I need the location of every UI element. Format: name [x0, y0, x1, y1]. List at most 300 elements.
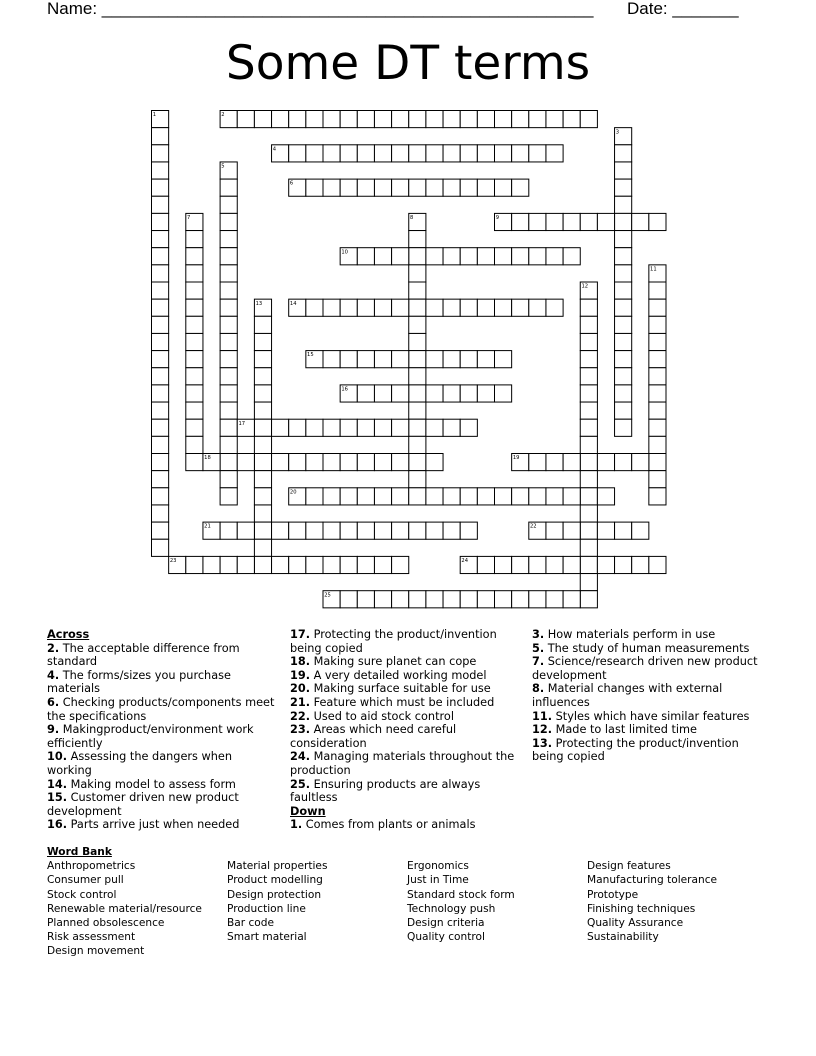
grid-cell[interactable]	[289, 111, 306, 128]
grid-cell[interactable]	[203, 556, 220, 573]
grid-cell[interactable]	[649, 368, 666, 385]
grid-cell[interactable]	[563, 248, 580, 265]
grid-cell[interactable]	[306, 522, 323, 539]
grid-cell[interactable]	[220, 436, 237, 453]
grid-cell[interactable]	[632, 454, 649, 471]
grid-cell[interactable]	[220, 351, 237, 368]
grid-cell[interactable]	[306, 556, 323, 573]
grid-cell[interactable]	[529, 213, 546, 230]
grid-cell[interactable]	[580, 351, 597, 368]
grid-cell[interactable]	[443, 351, 460, 368]
grid-cell[interactable]	[460, 351, 477, 368]
grid-cell[interactable]	[615, 316, 632, 333]
grid-cell[interactable]	[649, 316, 666, 333]
grid-cell[interactable]	[152, 145, 169, 162]
grid-cell[interactable]	[254, 402, 271, 419]
grid-cell[interactable]	[477, 385, 494, 402]
grid-cell[interactable]	[186, 351, 203, 368]
grid-cell[interactable]	[237, 111, 254, 128]
grid-cell[interactable]	[477, 179, 494, 196]
grid-cell[interactable]	[152, 282, 169, 299]
grid-cell[interactable]	[615, 282, 632, 299]
grid-cell[interactable]	[460, 248, 477, 265]
grid-cell[interactable]	[152, 488, 169, 505]
grid-cell[interactable]	[409, 265, 426, 282]
grid-cell[interactable]	[597, 488, 614, 505]
grid-cell[interactable]	[220, 419, 237, 436]
grid-cell[interactable]	[152, 419, 169, 436]
grid-cell[interactable]	[357, 248, 374, 265]
grid-cell[interactable]	[220, 385, 237, 402]
grid-cell[interactable]	[254, 368, 271, 385]
grid-cell[interactable]	[580, 454, 597, 471]
grid-cell[interactable]	[340, 179, 357, 196]
grid-cell[interactable]	[186, 333, 203, 350]
grid-cell[interactable]	[443, 522, 460, 539]
grid-cell[interactable]	[580, 488, 597, 505]
grid-cell[interactable]	[272, 522, 289, 539]
grid-cell[interactable]	[443, 488, 460, 505]
grid-cell[interactable]	[289, 454, 306, 471]
grid-cell[interactable]	[152, 454, 169, 471]
grid-cell[interactable]	[409, 145, 426, 162]
date-field[interactable]: Date: _______	[627, 0, 739, 18]
grid-cell[interactable]	[254, 488, 271, 505]
grid-cell[interactable]	[477, 111, 494, 128]
grid-cell[interactable]	[306, 299, 323, 316]
grid-cell[interactable]	[563, 591, 580, 608]
grid-cell[interactable]	[426, 111, 443, 128]
grid-cell[interactable]	[323, 556, 340, 573]
grid-cell[interactable]	[460, 385, 477, 402]
grid-cell[interactable]	[495, 556, 512, 573]
grid-cell[interactable]	[272, 454, 289, 471]
grid-cell[interactable]	[186, 402, 203, 419]
grid-cell[interactable]	[186, 436, 203, 453]
grid-cell[interactable]	[580, 591, 597, 608]
grid-cell[interactable]	[409, 111, 426, 128]
grid-cell[interactable]	[546, 213, 563, 230]
grid-cell[interactable]	[495, 299, 512, 316]
grid-cell[interactable]	[615, 556, 632, 573]
grid-cell[interactable]	[323, 299, 340, 316]
grid-cell[interactable]	[546, 591, 563, 608]
grid-cell[interactable]	[409, 179, 426, 196]
grid-cell[interactable]	[306, 454, 323, 471]
grid-cell[interactable]	[409, 454, 426, 471]
grid-cell[interactable]	[374, 419, 391, 436]
grid-cell[interactable]	[152, 299, 169, 316]
grid-cell[interactable]	[254, 454, 271, 471]
grid-cell[interactable]	[529, 454, 546, 471]
grid-cell[interactable]	[649, 471, 666, 488]
grid-cell[interactable]	[649, 351, 666, 368]
grid-cell[interactable]	[443, 299, 460, 316]
grid-cell[interactable]	[580, 333, 597, 350]
grid-cell[interactable]	[186, 419, 203, 436]
grid-cell[interactable]	[152, 471, 169, 488]
grid-cell[interactable]	[152, 539, 169, 556]
grid-cell[interactable]	[152, 248, 169, 265]
grid-cell[interactable]	[220, 248, 237, 265]
grid-cell[interactable]	[186, 316, 203, 333]
grid-cell[interactable]	[374, 556, 391, 573]
grid-cell[interactable]	[220, 213, 237, 230]
grid-cell[interactable]	[546, 454, 563, 471]
grid-cell[interactable]	[186, 368, 203, 385]
grid-cell[interactable]	[649, 282, 666, 299]
grid-cell[interactable]	[392, 454, 409, 471]
grid-cell[interactable]	[220, 488, 237, 505]
grid-cell[interactable]	[220, 402, 237, 419]
grid-cell[interactable]	[632, 556, 649, 573]
grid-cell[interactable]	[254, 111, 271, 128]
grid-cell[interactable]	[512, 145, 529, 162]
grid-cell[interactable]	[306, 111, 323, 128]
grid-cell[interactable]	[580, 368, 597, 385]
grid-cell[interactable]	[649, 402, 666, 419]
grid-cell[interactable]	[374, 385, 391, 402]
grid-cell[interactable]	[580, 385, 597, 402]
grid-cell[interactable]	[374, 299, 391, 316]
grid-cell[interactable]	[495, 591, 512, 608]
grid-cell[interactable]	[220, 282, 237, 299]
grid-cell[interactable]	[632, 213, 649, 230]
grid-cell[interactable]	[289, 522, 306, 539]
grid-cell[interactable]	[272, 419, 289, 436]
grid-cell[interactable]	[477, 556, 494, 573]
grid-cell[interactable]	[426, 385, 443, 402]
grid-cell[interactable]	[340, 351, 357, 368]
grid-cell[interactable]	[615, 385, 632, 402]
grid-cell[interactable]	[152, 162, 169, 179]
grid-cell[interactable]	[323, 454, 340, 471]
grid-cell[interactable]	[340, 111, 357, 128]
grid-cell[interactable]	[546, 522, 563, 539]
grid-cell[interactable]	[615, 368, 632, 385]
grid-cell[interactable]	[220, 299, 237, 316]
grid-cell[interactable]	[495, 111, 512, 128]
grid-cell[interactable]	[512, 213, 529, 230]
grid-cell[interactable]	[495, 145, 512, 162]
grid-cell[interactable]	[409, 299, 426, 316]
grid-cell[interactable]	[254, 316, 271, 333]
grid-cell[interactable]	[220, 471, 237, 488]
grid-cell[interactable]	[357, 179, 374, 196]
grid-cell[interactable]	[357, 145, 374, 162]
grid-cell[interactable]	[323, 179, 340, 196]
grid-cell[interactable]	[529, 248, 546, 265]
grid-cell[interactable]	[563, 213, 580, 230]
grid-cell[interactable]	[460, 111, 477, 128]
grid-cell[interactable]	[615, 351, 632, 368]
grid-cell[interactable]	[152, 522, 169, 539]
grid-cell[interactable]	[615, 145, 632, 162]
grid-cell[interactable]	[580, 539, 597, 556]
grid-cell[interactable]	[409, 471, 426, 488]
grid-cell[interactable]	[254, 436, 271, 453]
grid-cell[interactable]	[597, 454, 614, 471]
grid-cell[interactable]	[409, 231, 426, 248]
grid-cell[interactable]	[152, 179, 169, 196]
grid-cell[interactable]	[580, 299, 597, 316]
grid-cell[interactable]	[392, 419, 409, 436]
grid-cell[interactable]	[546, 111, 563, 128]
grid-cell[interactable]	[495, 248, 512, 265]
grid-cell[interactable]	[563, 522, 580, 539]
grid-cell[interactable]	[563, 556, 580, 573]
grid-cell[interactable]	[477, 591, 494, 608]
grid-cell[interactable]	[306, 488, 323, 505]
grid-cell[interactable]	[495, 385, 512, 402]
grid-cell[interactable]	[563, 454, 580, 471]
grid-cell[interactable]	[152, 231, 169, 248]
grid-cell[interactable]	[615, 454, 632, 471]
grid-cell[interactable]	[254, 556, 271, 573]
grid-cell[interactable]	[409, 316, 426, 333]
grid-cell[interactable]	[426, 248, 443, 265]
grid-cell[interactable]	[512, 111, 529, 128]
grid-cell[interactable]	[357, 419, 374, 436]
grid-cell[interactable]	[409, 248, 426, 265]
grid-cell[interactable]	[152, 128, 169, 145]
grid-cell[interactable]	[374, 145, 391, 162]
grid-cell[interactable]	[357, 591, 374, 608]
grid-cell[interactable]	[374, 591, 391, 608]
grid-cell[interactable]	[512, 488, 529, 505]
grid-cell[interactable]	[374, 111, 391, 128]
grid-cell[interactable]	[254, 539, 271, 556]
grid-cell[interactable]	[649, 556, 666, 573]
grid-cell[interactable]	[186, 299, 203, 316]
grid-cell[interactable]	[615, 248, 632, 265]
grid-cell[interactable]	[597, 213, 614, 230]
grid-cell[interactable]	[460, 419, 477, 436]
grid-cell[interactable]	[597, 556, 614, 573]
grid-cell[interactable]	[220, 316, 237, 333]
grid-cell[interactable]	[152, 368, 169, 385]
grid-cell[interactable]	[649, 385, 666, 402]
grid-cell[interactable]	[580, 316, 597, 333]
grid-cell[interactable]	[563, 111, 580, 128]
grid-cell[interactable]	[649, 454, 666, 471]
grid-cell[interactable]	[340, 454, 357, 471]
grid-cell[interactable]	[615, 265, 632, 282]
grid-cell[interactable]	[409, 351, 426, 368]
grid-cell[interactable]	[152, 402, 169, 419]
grid-cell[interactable]	[443, 385, 460, 402]
grid-cell[interactable]	[220, 368, 237, 385]
grid-cell[interactable]	[186, 454, 203, 471]
grid-cell[interactable]	[392, 351, 409, 368]
grid-cell[interactable]	[649, 299, 666, 316]
grid-cell[interactable]	[443, 145, 460, 162]
grid-cell[interactable]	[426, 488, 443, 505]
grid-cell[interactable]	[460, 145, 477, 162]
grid-cell[interactable]	[272, 111, 289, 128]
grid-cell[interactable]	[374, 454, 391, 471]
grid-cell[interactable]	[649, 488, 666, 505]
grid-cell[interactable]	[529, 299, 546, 316]
grid-cell[interactable]	[357, 299, 374, 316]
grid-cell[interactable]	[152, 213, 169, 230]
grid-cell[interactable]	[426, 299, 443, 316]
grid-cell[interactable]	[409, 522, 426, 539]
grid-cell[interactable]	[529, 591, 546, 608]
grid-cell[interactable]	[306, 419, 323, 436]
grid-cell[interactable]	[443, 248, 460, 265]
grid-cell[interactable]	[426, 522, 443, 539]
grid-cell[interactable]	[340, 591, 357, 608]
grid-cell[interactable]	[477, 248, 494, 265]
grid-cell[interactable]	[254, 419, 271, 436]
grid-cell[interactable]	[357, 556, 374, 573]
grid-cell[interactable]	[409, 436, 426, 453]
grid-cell[interactable]	[392, 111, 409, 128]
grid-cell[interactable]	[220, 556, 237, 573]
grid-cell[interactable]	[220, 522, 237, 539]
grid-cell[interactable]	[374, 179, 391, 196]
grid-cell[interactable]	[392, 556, 409, 573]
grid-cell[interactable]	[580, 574, 597, 591]
grid-cell[interactable]	[220, 265, 237, 282]
grid-cell[interactable]	[289, 419, 306, 436]
grid-cell[interactable]	[615, 231, 632, 248]
grid-cell[interactable]	[426, 591, 443, 608]
grid-cell[interactable]	[580, 436, 597, 453]
grid-cell[interactable]	[254, 471, 271, 488]
grid-cell[interactable]	[254, 351, 271, 368]
grid-cell[interactable]	[392, 248, 409, 265]
grid-cell[interactable]	[649, 436, 666, 453]
grid-cell[interactable]	[254, 333, 271, 350]
grid-cell[interactable]	[529, 488, 546, 505]
grid-cell[interactable]	[615, 299, 632, 316]
grid-cell[interactable]	[254, 522, 271, 539]
grid-cell[interactable]	[392, 488, 409, 505]
grid-cell[interactable]	[426, 179, 443, 196]
grid-cell[interactable]	[374, 248, 391, 265]
grid-cell[interactable]	[443, 111, 460, 128]
grid-cell[interactable]	[443, 179, 460, 196]
grid-cell[interactable]	[220, 231, 237, 248]
grid-cell[interactable]	[237, 522, 254, 539]
grid-cell[interactable]	[409, 402, 426, 419]
grid-cell[interactable]	[546, 248, 563, 265]
grid-cell[interactable]	[186, 385, 203, 402]
grid-cell[interactable]	[323, 145, 340, 162]
grid-cell[interactable]	[563, 488, 580, 505]
grid-cell[interactable]	[460, 488, 477, 505]
grid-cell[interactable]	[374, 522, 391, 539]
grid-cell[interactable]	[529, 145, 546, 162]
grid-cell[interactable]	[512, 179, 529, 196]
grid-cell[interactable]	[306, 145, 323, 162]
grid-cell[interactable]	[409, 368, 426, 385]
grid-cell[interactable]	[580, 471, 597, 488]
grid-cell[interactable]	[426, 351, 443, 368]
grid-cell[interactable]	[409, 419, 426, 436]
grid-cell[interactable]	[546, 299, 563, 316]
grid-cell[interactable]	[477, 299, 494, 316]
grid-cell[interactable]	[254, 385, 271, 402]
grid-cell[interactable]	[529, 556, 546, 573]
grid-cell[interactable]	[186, 282, 203, 299]
grid-cell[interactable]	[649, 419, 666, 436]
grid-cell[interactable]	[615, 196, 632, 213]
grid-cell[interactable]	[374, 488, 391, 505]
grid-cell[interactable]	[580, 402, 597, 419]
grid-cell[interactable]	[615, 213, 632, 230]
grid-cell[interactable]	[477, 351, 494, 368]
grid-cell[interactable]	[357, 111, 374, 128]
grid-cell[interactable]	[357, 385, 374, 402]
grid-cell[interactable]	[186, 231, 203, 248]
grid-cell[interactable]	[323, 111, 340, 128]
grid-cell[interactable]	[512, 591, 529, 608]
grid-cell[interactable]	[546, 145, 563, 162]
grid-cell[interactable]	[443, 591, 460, 608]
grid-cell[interactable]	[272, 556, 289, 573]
grid-cell[interactable]	[306, 179, 323, 196]
grid-cell[interactable]	[152, 436, 169, 453]
grid-cell[interactable]	[615, 402, 632, 419]
grid-cell[interactable]	[615, 179, 632, 196]
grid-cell[interactable]	[323, 419, 340, 436]
grid-cell[interactable]	[340, 522, 357, 539]
grid-cell[interactable]	[460, 179, 477, 196]
grid-cell[interactable]	[392, 145, 409, 162]
grid-cell[interactable]	[409, 282, 426, 299]
grid-cell[interactable]	[340, 556, 357, 573]
grid-cell[interactable]	[357, 454, 374, 471]
grid-cell[interactable]	[580, 505, 597, 522]
name-field[interactable]: Name: ____________________________________________________	[47, 0, 594, 18]
grid-cell[interactable]	[357, 488, 374, 505]
grid-cell[interactable]	[340, 145, 357, 162]
grid-cell[interactable]	[220, 454, 237, 471]
grid-cell[interactable]	[649, 213, 666, 230]
grid-cell[interactable]	[546, 556, 563, 573]
grid-cell[interactable]	[409, 333, 426, 350]
grid-cell[interactable]	[220, 333, 237, 350]
grid-cell[interactable]	[340, 299, 357, 316]
grid-cell[interactable]	[529, 111, 546, 128]
grid-cell[interactable]	[340, 419, 357, 436]
grid-cell[interactable]	[580, 556, 597, 573]
grid-cell[interactable]	[392, 179, 409, 196]
grid-cell[interactable]	[323, 488, 340, 505]
grid-cell[interactable]	[237, 454, 254, 471]
grid-cell[interactable]	[512, 248, 529, 265]
grid-cell[interactable]	[477, 145, 494, 162]
grid-cell[interactable]	[409, 488, 426, 505]
grid-cell[interactable]	[409, 385, 426, 402]
grid-cell[interactable]	[152, 196, 169, 213]
grid-cell[interactable]	[392, 385, 409, 402]
grid-cell[interactable]	[495, 488, 512, 505]
grid-cell[interactable]	[512, 299, 529, 316]
grid-cell[interactable]	[392, 522, 409, 539]
grid-cell[interactable]	[237, 556, 254, 573]
grid-cell[interactable]	[409, 591, 426, 608]
grid-cell[interactable]	[254, 505, 271, 522]
grid-cell[interactable]	[460, 591, 477, 608]
grid-cell[interactable]	[580, 522, 597, 539]
grid-cell[interactable]	[477, 488, 494, 505]
grid-cell[interactable]	[426, 454, 443, 471]
grid-cell[interactable]	[580, 213, 597, 230]
